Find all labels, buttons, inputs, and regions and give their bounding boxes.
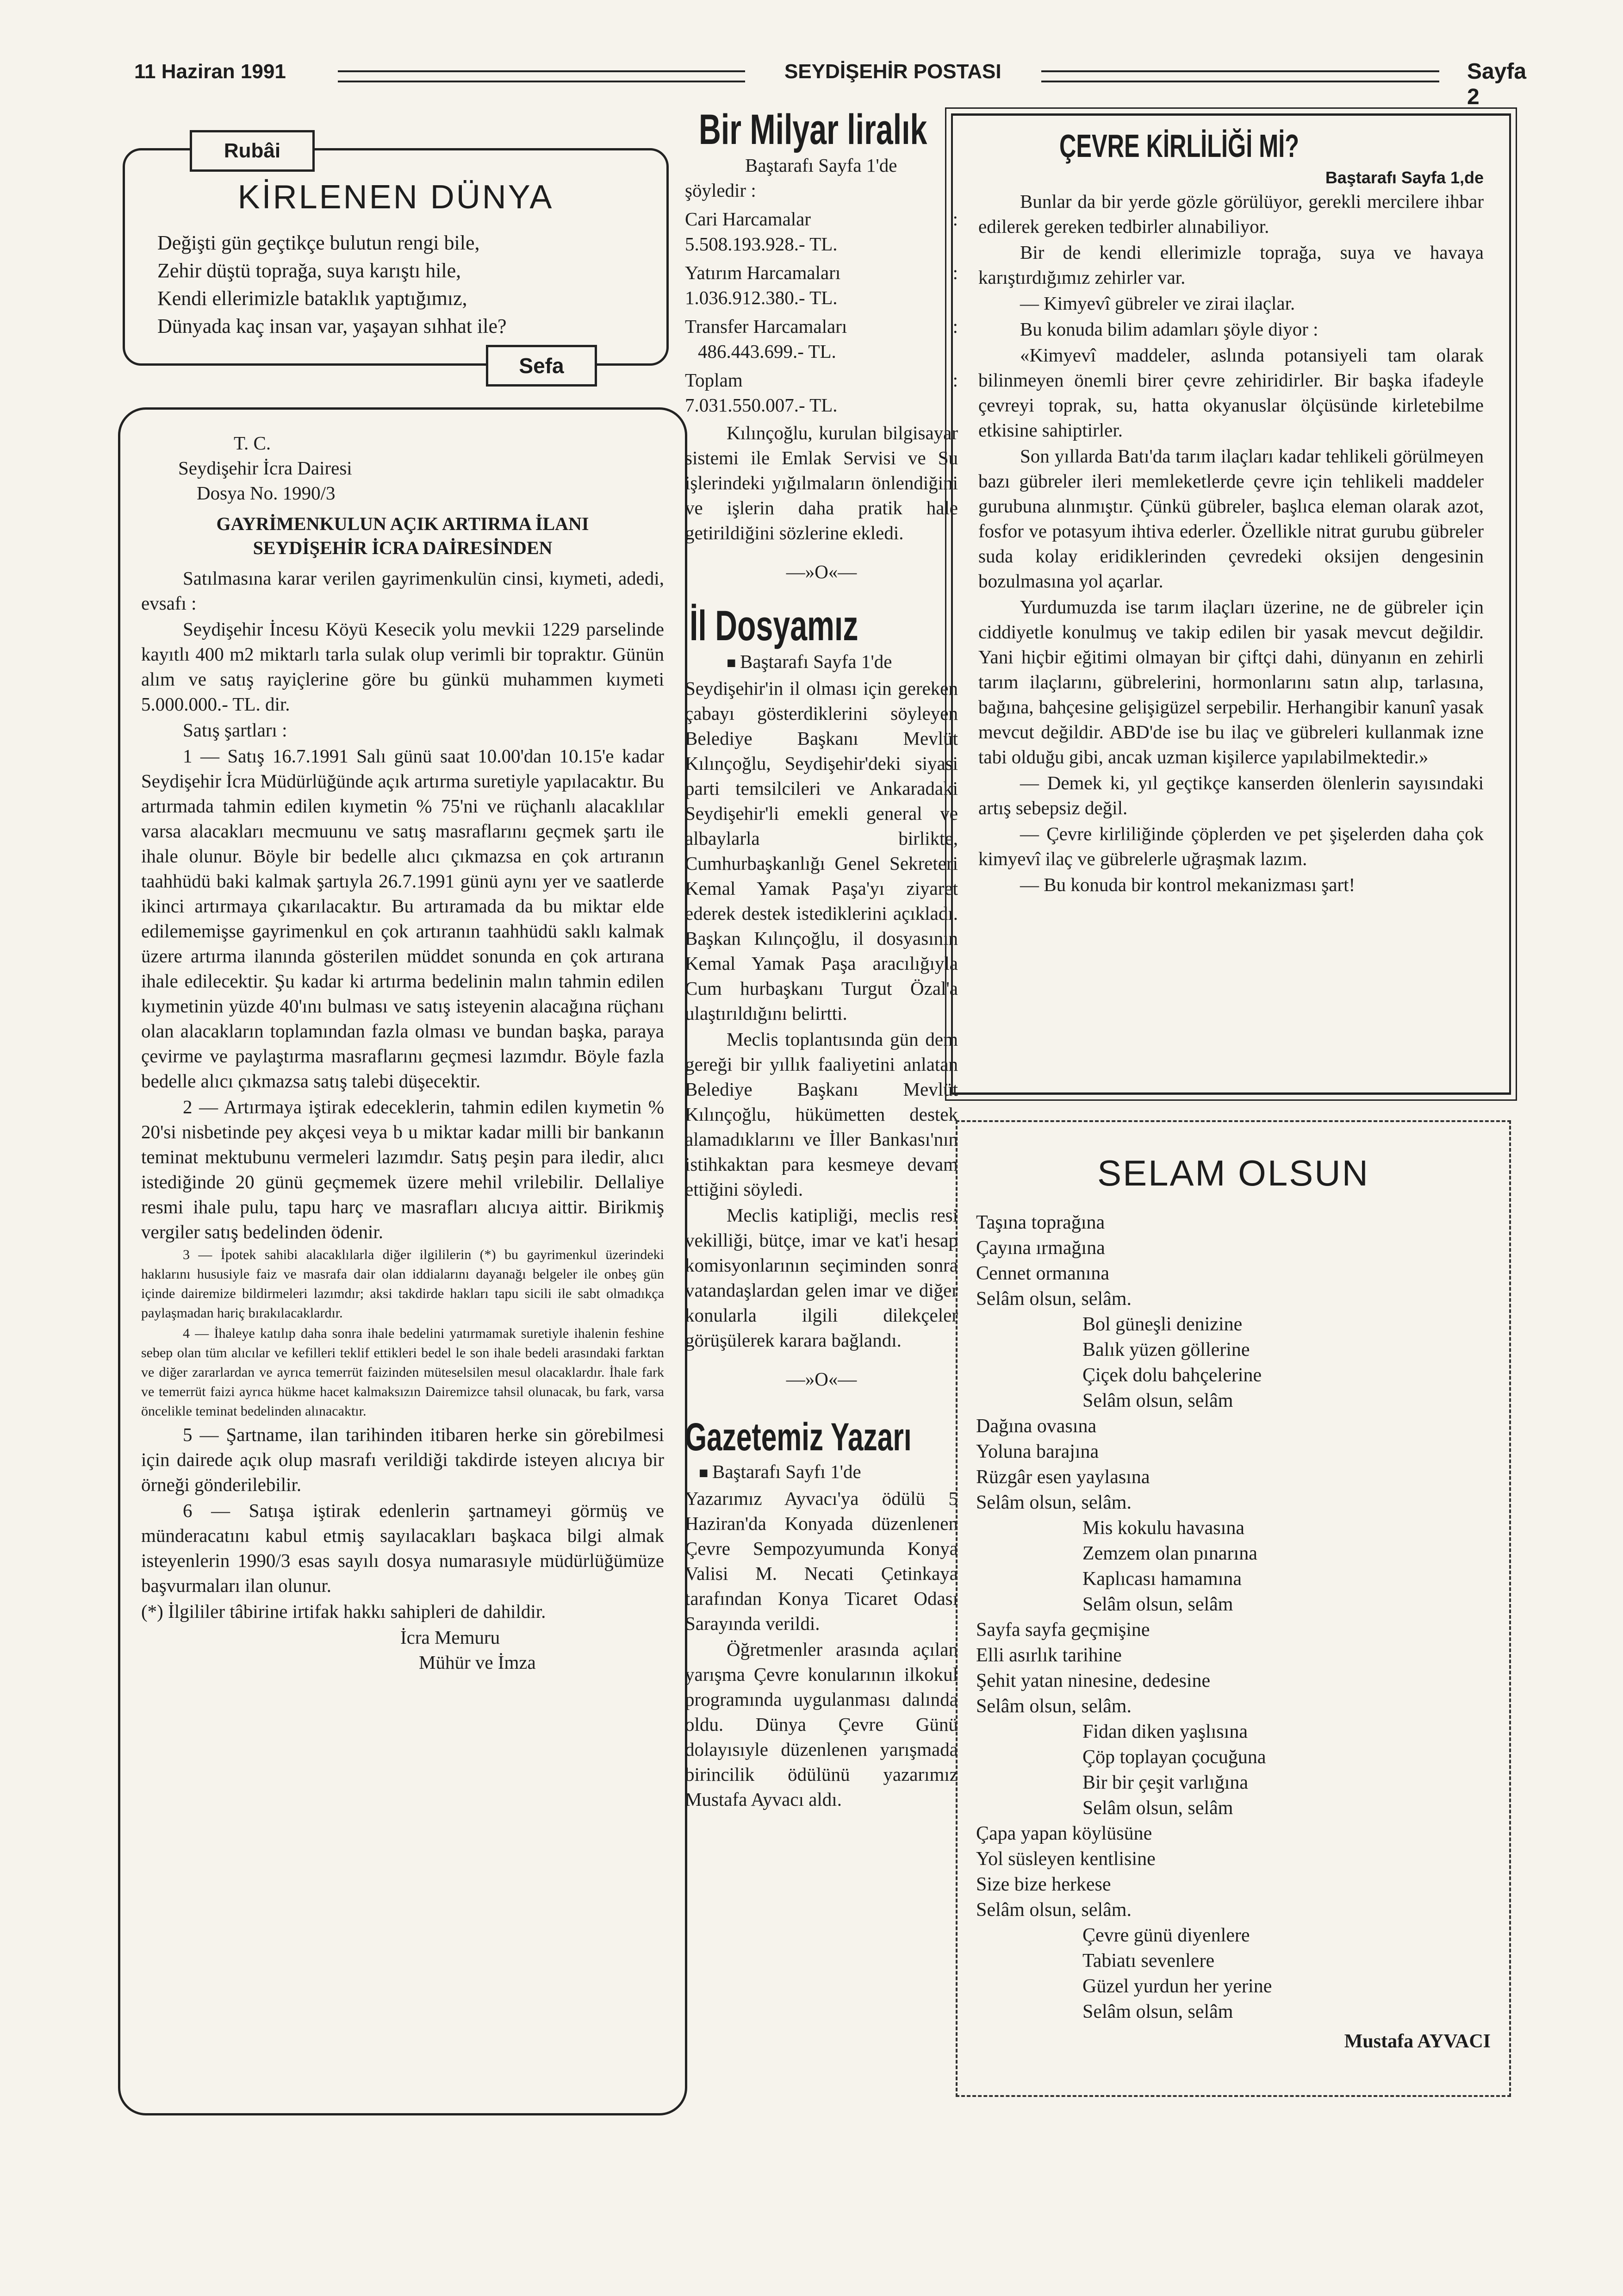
- notice-title: GAYRİMENKULUN AÇIK ARTIRMA İLANI: [216, 513, 589, 534]
- notice-paragraph: 2 — Artırmaya iştirak edeceklerin, tahmin edilen kıymetin % 20'si nisbetinde pey akçesi veya b u miktar kadar milli bir bankanın teminat mektubunu vermeleri lazımdır. Satış peşin para iledir, alıcı istediğinde 20 günü geçmemek üzere mehil vrilebilir. Dellaliye resmi ihale pulu, tapu harç ve masrafları alıcıya aittir. Birikmiş vergiler satış bedelinden ödenir.: [141, 1096, 664, 1242]
- budget-label: Toplam: [685, 369, 743, 391]
- budget-list: [685, 206, 958, 418]
- poem-line: Taşına toprağına: [976, 1212, 1105, 1233]
- article-paragraph: — Kimyevî gübreler ve zirai ilaçlar.: [1020, 293, 1295, 314]
- continued-label: Baştarafı Sayfı 1'de: [712, 1461, 861, 1482]
- poem-line: Selâm olsun, selâm: [1082, 1390, 1233, 1411]
- budget-amount: 7.031.550.007.- TL.: [685, 394, 838, 416]
- poem-line: Balık yüzen göllerine: [1082, 1339, 1250, 1360]
- notice-paragraph: 5 — Şartname, ilan tarihinden itibaren herke sin görebilmesi için dairede açık olup masrafı verildiği takdirde isteyen alıcıya bir örneği gönderilebilir.: [141, 1424, 664, 1495]
- milyar-intro: şöyledir :: [685, 180, 756, 201]
- rubai-label: Rubâi: [190, 130, 315, 172]
- budget-label: Transfer Harcamaları: [685, 316, 847, 337]
- poem-line: Rüzgâr esen yaylasına: [976, 1466, 1150, 1488]
- notice-paragraph: 4 — İhaleye katılıp daha sonra ihale bedelini yatırmamak suretiyle ihalenin feshine sebep olan tüm alıcılar ve kefilleri teklif ettikleri bedel le son ihale bedeli arasındaki farktan ve diğer zararlardan ve ayrıca temerrüt faizinden müteselsilen mesul olacaklardır. İhale fark ve temerrüt faizi ayrıca hükme hacet kalmaksızın Dairemizce tahsil olunacak, bu fark, varsa öncelikle teminat bedelinden alınacaktır.: [141, 1326, 664, 1419]
- poem-line: Çiçek dolu bahçelerine: [1082, 1365, 1262, 1386]
- middle-column: [685, 106, 958, 1813]
- budget-colon: :: [952, 262, 958, 283]
- notice-body-tail: [141, 1422, 664, 1624]
- header-rule-left: [338, 70, 745, 82]
- notice-tc: T. C.: [234, 432, 271, 454]
- cevre-continued: Baştarafı Sayfa 1,de: [1325, 168, 1484, 187]
- dosya-continued: [685, 649, 958, 676]
- budget-item: [685, 314, 958, 339]
- budget-item: [685, 260, 958, 285]
- milyar-continued: Baştarafı Sayfa 1'de: [745, 155, 897, 176]
- verse-line: Kendi ellerimizle bataklık yaptığımız,: [157, 287, 467, 310]
- article-paragraph: Kılınçoğlu, kurulan bilgisayar sistemi ile Emlak Servisi ve Su işlerindeki yığılmaların önlendiğini ve işlerin daha pratik hale getirildiğini sözlerine ekledi.: [685, 422, 958, 543]
- poem-line: Kaplıcası hamamına: [1082, 1568, 1242, 1590]
- notice-body: [141, 566, 664, 1244]
- budget-colon: :: [952, 316, 958, 337]
- notice-signature: İcra Memuru: [400, 1627, 500, 1648]
- verse-line: Zehir düştü toprağa, suya karıştı hile,: [157, 259, 461, 282]
- article-paragraph: Meclis toplantısında gün dem gereği bir yıllık faaliyetini anlatan Belediye Başkanı Mevlüt Kılınçoğlu, hükümetten destek alamadıklarını ve İller Bankası'nın istihkaktan para kesmeye devam ettiğini söyledi.: [685, 1029, 958, 1200]
- budget-amount: 1.036.912.380.- TL.: [685, 287, 838, 308]
- poem-line: Selâm olsun, selâm.: [976, 1696, 1132, 1717]
- milyar-body: [685, 420, 958, 545]
- article-paragraph: Bunlar da bir yerde gözle görülüyor, gerekli mercilere ihbar edilerek gereken tedbirler alınabiliyor.: [978, 191, 1484, 237]
- poem-line: Sayfa sayfa geçmişine: [976, 1619, 1150, 1641]
- notice-paragraph: 6 — Satışa iştirak edenlerin şartnameyi görmüş ve münderacatını kabul etmiş sayılacakları başkaca bilgi almak isteyenlerin 1990/3 esas sayılı dosya numarasıyle müdürlüğümüze başvurmaları ilan olunur.: [141, 1500, 664, 1596]
- article-paragraph: Seydişehir'in il olması için gereken çabayı gösterdiklerini söyleyen Belediye Başkanı Mevlüt Kılınçoğlu, Seydişehir'deki siyasi parti temsilcileri ve Ankaradaki Seydişehir'li emekli general ve albaylarla birlikte, Cumhurbaşkanlığı Genel Sekreteri Kemal Yamak Paşa'yı ziyaret ederek destek istediklerini açıkladı. Başkan Kılınçoğlu, il dosyasının Kemal Yamak Paşa aracılığıyla Cum hurbaşkanı Turgut Özal'a ulaştırıldığını belirtti.: [685, 678, 958, 1024]
- page-number: Sayfa 2: [1467, 59, 1527, 109]
- poem-author: Mustafa AYVACI: [1344, 2031, 1491, 2052]
- poem-line: Çayına ırmağına: [976, 1237, 1105, 1259]
- poem-line: Fidan diken yaşlısına: [1082, 1721, 1248, 1742]
- issue-date: 11 Haziran 1991: [134, 60, 286, 83]
- poem-line: Selâm olsun, selâm: [1082, 2001, 1233, 2022]
- poem-line: Selâm olsun, selâm.: [976, 1288, 1132, 1310]
- rubai-author: Sefa: [486, 345, 597, 387]
- budget-colon: :: [952, 369, 958, 391]
- yazar-continued: [685, 1459, 958, 1486]
- notice-paragraph: Satılmasına karar verilen gayrimenkulün cinsi, kıymeti, adedi, evsafı :: [141, 568, 664, 614]
- notice-paragraph: Seydişehir İncesu Köyü Kesecik yolu mevkii 1229 parselinde kayıtlı 400 m2 miktarlı tarla sulak olup verimli bir topraktır. Günün alım ve satış rayiçlerine göre bu günkü muhammen kıymeti 5.000.000.- TL. dir.: [141, 618, 664, 715]
- budget-amount: 5.508.193.928.- TL.: [685, 233, 838, 255]
- notice-seal: Mühür ve İmza: [419, 1652, 536, 1673]
- article-paragraph: — Demek ki, yıl geçtikçe kanserden ölenlerin sayısındaki artış sebepsiz değil.: [978, 772, 1484, 818]
- rubai-title: KİRLENEN DÜNYA: [237, 179, 554, 216]
- page-header: [134, 51, 1527, 109]
- auction-notice-box: [118, 407, 687, 2115]
- poem-line: Cennet ormanına: [976, 1263, 1110, 1284]
- article-paragraph: Son yıllarda Batı'da tarım ilaçları kadar tehlikeli görülmeyen bazı gübreler ileri memleketlerde çevre için tehlikeli maddeler gurubuna alınmıştır. Çünkü gübreler, başlıca eleman olarak azot, fosfor ve potasyum ihtiva ederler. Özellikle nitrat gurubu gübreler suda kolay eridiklerinden çevredeki oksijen dengesinin bozulmasına yol açarlar.: [978, 445, 1484, 592]
- poem-title: SELAM OLSUN: [1097, 1153, 1369, 1193]
- budget-colon: :: [952, 208, 958, 230]
- budget-label: Yatırım Harcamaları: [685, 262, 841, 283]
- poem-line: Selâm olsun, selâm: [1082, 1797, 1233, 1819]
- poem-line: Selâm olsun, selâm.: [976, 1492, 1132, 1513]
- yazar-title: Gazetemiz Yazarı: [685, 1415, 912, 1459]
- square-bullet-icon: ■: [727, 655, 740, 672]
- environment-article-box: [951, 113, 1511, 1095]
- article-paragraph: Bu konuda bilim adamları şöyle diyor :: [1020, 318, 1318, 340]
- notice-body-small: [141, 1245, 664, 1421]
- rubai-box: [123, 139, 669, 378]
- poem-line: Çöp toplayan çocuğuna: [1082, 1747, 1266, 1768]
- poem-line: Yol süsleyen kentlisine: [976, 1848, 1156, 1870]
- rubai-verse: [157, 229, 648, 340]
- poem-line: Yoluna barajına: [976, 1441, 1099, 1462]
- article-paragraph: Öğretmenler arasında açılan yarışma Çevre konularının ilkokul programında uygulanması dalında oldu. Dünya Çevre Günü dolayısıyle düzenlenen yarışmada birincilik ödülünü yazarımız Mustafa Ayvacı aldı.: [685, 1639, 958, 1810]
- poem-line: Çevre günü diyenlere: [1082, 1925, 1250, 1946]
- separator: —»O«—: [786, 561, 857, 582]
- poem-line: Size bize herkese: [976, 1874, 1111, 1895]
- notice-paragraph: Satış şartları :: [183, 719, 287, 741]
- cevre-body: [978, 189, 1484, 897]
- yazar-body: [685, 1486, 958, 1812]
- notice-office: Seydişehir İcra Dairesi: [178, 457, 352, 479]
- poem-line: Selâm olsun, selâm.: [976, 1899, 1132, 1921]
- poem-line: Güzel yurdun her yerine: [1082, 1976, 1272, 1997]
- poem-line: Tabiatı sevenlere: [1082, 1950, 1215, 1972]
- verse-line: Değişti gün geçtikçe bulutun rengi bile,: [157, 231, 480, 254]
- notice-paragraph: (*) İlgililer tâbirine irtifak hakkı sahipleri de dahildir.: [141, 1601, 546, 1622]
- continued-label: Baştarafı Sayfa 1'de: [740, 651, 892, 672]
- dosya-title: İl Dosyamız: [690, 602, 858, 649]
- poem-box: [956, 1120, 1511, 2097]
- poem-line: Elli asırlık tarihine: [976, 1645, 1122, 1666]
- verse-line: Dünyada kaç insan var, yaşayan sıhhat ile?: [157, 315, 507, 337]
- masthead: SEYDİŞEHİR POSTASI: [784, 60, 1001, 83]
- header-rule-right: [1041, 70, 1439, 82]
- poem-body: [976, 1210, 1491, 2025]
- article-paragraph: Bir de kendi ellerimizle toprağa, suya ve havaya karıştırdığımız zehirler var.: [978, 242, 1484, 288]
- poem-line: Şehit yatan ninesine, dedesine: [976, 1670, 1211, 1691]
- notice-paragraph: 1 — Satış 16.7.1991 Salı günü saat 10.00'dan 10.15'e kadar Seydişehir İcra Müdürlüğünde açık artırma suretiyle yapılacaktır. Bu artırmada tahmin edilen kıymetin % 75'ni ve rüçhanlı alacaklılar varsa alacakları mecmuunu ve satış masraflarını geçmek şartı ile ihale olunur. Böyle bir bedelle alıcı çıkmazsa en çok artıranın taahhüdü baki kalmak şartıyla 26.7.1991 günü aynı yer ve saatlerde ikinci artırmaya çıkarılacaktır. Bu artıramada da bu miktar elde edilememişse gayrimenkul en çok artıranın taahhüdü saklı kalmak üzere artırma ilanında gösterilen müddet sonunda en çok artırana ihale edilecektir. Şu kadar ki artırma bedelinin malın tahmin edilen kıymetinin yüzde 40'ını bulması ve satış isteyenin alacağına rüçhanı olan alacakların toplamından fazla olması ve bundan başka, paraya çevirme ve paylaştırma masraflarını geçmesi lazımdır. Böyle fazla bedelle alıcı çıkmazsa satış talebi düşecektir.: [141, 745, 664, 1092]
- notice-subtitle: SEYDİŞEHİR İCRA DAİRESİNDEN: [253, 537, 553, 558]
- article-paragraph: Yazarımız Ayvacı'ya ödülü 5 Haziran'da Konyada düzenlenen Çevre Sempozyumunda Konya Valisi M. Necati Çetinkaya tarafından Konya Ticaret Odası Sarayında verildi.: [685, 1488, 958, 1634]
- article-paragraph: — Çevre kirliliğinde çöplerden ve pet şişelerden daha çok kimyevî ilaç ve gübrelerle uğraşmak lazım.: [978, 823, 1484, 869]
- separator: —»O«—: [786, 1368, 857, 1390]
- notice-dosya: Dosya No. 1990/3: [197, 482, 336, 504]
- budget-item: [685, 206, 958, 231]
- budget-amount: 486.443.699.- TL.: [698, 341, 836, 362]
- article-paragraph: — Bu konuda bir kontrol mekanizması şart!: [1020, 874, 1356, 895]
- dosya-body: [685, 676, 958, 1353]
- poem-line: Bol güneşli denizine: [1082, 1314, 1243, 1335]
- poem-line: Bir bir çeşit varlığına: [1082, 1772, 1249, 1793]
- poem-line: Zemzem olan pınarına: [1082, 1543, 1257, 1564]
- notice-paragraph: 3 — İpotek sahibi alacaklılarla diğer ilgililerin (*) bu gayrimenkul üzerindeki haklarını hususiyle faiz ve masrafa dair olan iddialarını dayanağı belgeler ile onbeş gün içinde dairemize bildirmeleri lazımdır; aksi takdirde hakları tapu sicili ile sabt olmadıkça paylaşmadan hariç bırakılacaklardır.: [141, 1247, 664, 1321]
- budget-label: Cari Harcamalar: [685, 208, 811, 230]
- article-paragraph: Yurdumuzda ise tarım ilaçları üzerine, ne de gübreler için ciddiyetle konulmuş ve takip edilen bir yasak mevcut değildir. Yani hiçbir eğitimi olmayan bir çiftçi dahi, dünyanın en zehirli tarım ilaçlarını, gübrelerini, hormonlarını satın alıp, tarlasına, bağına, bahçesine gelişigüzel serpebilir. Herhangibir kanunî yasak mevcut değildir. ABD'de ise bu ilaç ve gübreleri kullanmak izne tabi olduğu gibi, ancak uzman kişilerce yapılabilmektedir.»: [978, 596, 1484, 767]
- article-paragraph: «Kimyevî maddeler, aslında potansiyeli tam olarak bilinmeyen önemli birer çevre zehiridirler. Bir başka ifadeyle çevreyi toprak, su, hatta okyanuslar ölçüsünde kirletebilme etkisine sahiptirler.: [978, 344, 1484, 441]
- poem-line: Selâm olsun, selâm: [1082, 1594, 1233, 1615]
- cevre-title: ÇEVRE KİRLİLİĞİ Mİ?: [1059, 128, 1300, 164]
- poem-line: Mis kokulu havasına: [1082, 1517, 1244, 1539]
- article-paragraph: Meclis katipliği, meclis resi vekilliği, bütçe, imar ve kat'i hesap komisyonlarının seçiminden sonra vatandaşlardan gelen imar ve diğer konularla ilgili dilekçeler görüşülerek karara bağlandı.: [685, 1204, 958, 1351]
- square-bullet-icon: ■: [699, 1465, 713, 1482]
- poem-line: Çapa yapan köylüsüne: [976, 1823, 1152, 1844]
- poem-line: Dağına ovasına: [976, 1416, 1097, 1437]
- budget-item: [685, 368, 958, 393]
- milyar-title: Bir Milyar liralık: [699, 106, 927, 153]
